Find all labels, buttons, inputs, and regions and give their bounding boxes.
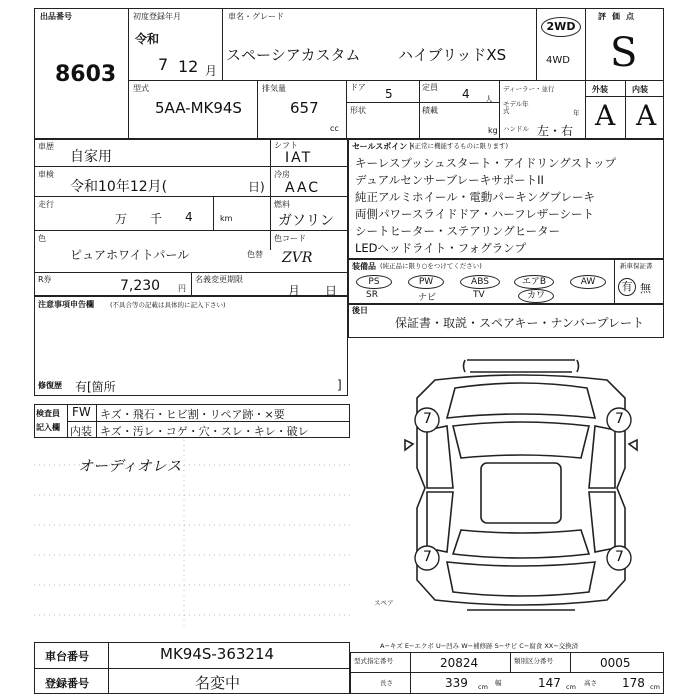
length-unit: cm <box>478 683 488 691</box>
shape-label: 形状 <box>350 106 366 115</box>
person-unit: 人 <box>485 95 493 104</box>
displacement-label: 排気量 <box>262 84 286 93</box>
equip-aw: AW <box>570 275 606 289</box>
reg-month: 12 <box>178 57 199 76</box>
capacity-value: 4 <box>462 87 470 101</box>
exterior-label: 外装 <box>592 85 608 94</box>
inspector-fw-label: FW <box>72 405 91 419</box>
class-label: 類別区分番号 <box>514 657 553 665</box>
ac-value: AAC <box>285 180 321 196</box>
sales-point-6: LEDヘッドライト・フォグランプ <box>355 241 527 255</box>
equip-navi: ナビ <box>418 293 437 303</box>
model-label: 型式 <box>133 84 149 93</box>
width-label: 幅 <box>495 679 502 687</box>
accessories-text: 保証書・取説・スペアキー・ナンバープレート <box>395 316 645 330</box>
accessories-title: 後日 <box>352 306 368 315</box>
sales-point-1: キーレスプッシュスタート・アイドリングストップ <box>355 156 617 170</box>
reg-era: 令和 <box>135 32 160 46</box>
sales-point-5: シートヒーター・ステアリングヒーター <box>355 224 561 238</box>
history-label: 車歴 <box>38 142 54 151</box>
notes-title: 注意事項申告欄 <box>38 300 94 309</box>
history-value: 自家用 <box>70 149 112 165</box>
car-damage-diagram <box>395 348 665 628</box>
length-value: 339 <box>445 676 468 690</box>
class-value: 0005 <box>600 656 631 670</box>
chassis-label: 車台番号 <box>45 650 89 663</box>
wheel-mark-fr: 7 <box>615 411 624 427</box>
drive-4wd: 4WD <box>546 55 570 66</box>
tax-month: 月 <box>288 284 301 298</box>
score-value: S <box>610 30 638 76</box>
inspector-int-label: 内装 <box>70 425 92 438</box>
wheel-mark-rr: 7 <box>615 549 624 565</box>
equip-airbag: エアB <box>514 275 554 289</box>
chassis-value: MK94S-363214 <box>160 645 275 663</box>
door-label: ドア <box>350 83 366 92</box>
title-value: 名変中 <box>195 674 241 692</box>
equip-sr: SR <box>366 290 378 300</box>
shift-label: シフト <box>274 141 298 150</box>
exterior-grade: A <box>595 99 616 132</box>
reg-label: 初度登録年月 <box>133 12 181 21</box>
mileage-man: 万 <box>115 212 128 226</box>
lot-label: 出品番号 <box>40 12 72 21</box>
colorcode-value: ZVR <box>282 250 313 266</box>
wheel-mark-rl: 7 <box>423 549 432 565</box>
cc-unit: cc <box>330 124 339 133</box>
capacity-label: 定員 <box>422 83 438 92</box>
drive-2wd-circle <box>541 17 581 37</box>
title-label: 登録番号 <box>45 677 89 690</box>
load-label: 積載 <box>422 106 438 115</box>
door-value: 5 <box>385 87 393 101</box>
car-name: スペーシアカスタム <box>226 46 361 64</box>
height-label: 高さ <box>584 679 597 687</box>
sales-subtitle: (正常に機能するものに限ります) <box>412 142 509 150</box>
model-year-label: モデル年式 <box>503 100 529 115</box>
model-value: 5AA-MK94S <box>155 99 242 117</box>
spare-label: スペア <box>374 599 394 607</box>
handle-value: 左・右 <box>537 124 574 138</box>
equip-pw: PW <box>408 275 444 289</box>
fuel-label: 燃料 <box>274 200 290 209</box>
year-unit: 年 <box>573 109 580 117</box>
inspector-label-2: 記入欄 <box>36 423 60 432</box>
lot-number: 8603 <box>55 62 117 87</box>
equip-abs: ABS <box>460 275 500 289</box>
reg-year: 7 <box>158 55 169 74</box>
recycle-value: 7,230 <box>120 278 161 294</box>
color-value: ピュアホワイトパール <box>70 248 190 262</box>
sales-point-3: 純正アルミホイール・電動パーキングブレーキ <box>355 190 596 204</box>
height-unit: cm <box>650 683 660 691</box>
score-label: 評価点 <box>598 12 640 21</box>
recycle-label: R券 <box>38 275 52 284</box>
handwritten-note: オーディオレス <box>78 457 182 475</box>
dealer-label: ディーラー・並行 <box>503 85 555 93</box>
mileage-sen: 千 <box>150 212 163 226</box>
height-value: 178 <box>622 676 645 690</box>
interior-grade: A <box>636 99 657 132</box>
equipment-subtitle: (純正品に限り○をつけてください) <box>380 262 482 270</box>
mileage-label: 走行 <box>38 200 54 209</box>
sales-title: セールスポイント <box>352 142 416 151</box>
notes-subtitle: (不具合等の記載は具体的に記入下さい) <box>110 301 226 309</box>
wheel-mark-fl: 7 <box>423 411 432 427</box>
inspector-int-text: キズ・汚レ・コゲ・穴・スレ・キレ・破レ <box>100 425 309 438</box>
car-grade: ハイブリッドXS <box>398 46 507 64</box>
inspection-day: 日) <box>248 180 265 194</box>
equip-tv: TV <box>473 290 485 300</box>
repair-value: 有[箇所 <box>75 380 116 394</box>
equip-ps: PS <box>356 275 392 289</box>
tax-label: 名義変更期限 <box>195 275 243 284</box>
km-unit: km <box>220 214 233 223</box>
length-label: 長さ <box>380 679 393 687</box>
new-car-none: 無 <box>640 282 651 295</box>
model-designation-label: 型式指定番号 <box>354 657 393 665</box>
inspection-value: 令和10年12月( <box>70 179 168 195</box>
shift-value: IAT <box>285 150 313 166</box>
mileage-value: 4 <box>185 210 193 224</box>
fuel-value: ガソリン <box>278 213 334 229</box>
repair-close: ] <box>337 378 342 392</box>
drive-2wd: 2WD <box>546 20 576 33</box>
damage-legend: A−キズ E−エクボ U−凹み W−補修跡 S−サビ C−腐食 XX−交換済 <box>380 642 579 650</box>
repair-label: 修復歴 <box>38 381 62 390</box>
displacement-value: 657 <box>290 99 319 117</box>
name-label: 車名・グレード <box>228 12 284 21</box>
colorcode-label: 色コード <box>274 234 306 243</box>
interior-label: 内装 <box>632 85 648 94</box>
inspection-label: 車検 <box>38 170 54 179</box>
tax-day: 日 <box>325 284 338 298</box>
sales-point-4: 両側パワースライドドア・ハーフレザーシート <box>355 207 594 221</box>
kg-unit: kg <box>488 126 498 135</box>
notes-grid <box>34 440 350 630</box>
handle-label: ハンドル <box>503 125 529 133</box>
ac-label: 冷房 <box>274 170 290 179</box>
inspector-fw-text: キズ・飛石・ヒビ割・リペア跡・×要 <box>100 408 285 421</box>
equipment-title: 装備品 <box>352 262 376 271</box>
color-label: 色 <box>38 234 46 243</box>
inspector-label-1: 検査員 <box>36 409 60 418</box>
yen-unit: 円 <box>178 284 186 293</box>
width-unit: cm <box>566 683 576 691</box>
color-sub-label: 色替 <box>247 250 263 259</box>
width-value: 147 <box>538 676 561 690</box>
sales-point-2: デュアルセンサーブレーキサポートII <box>355 173 544 187</box>
model-designation-value: 20824 <box>440 656 479 670</box>
reg-month-unit: 月 <box>205 64 218 78</box>
equip-leather: カワ <box>518 289 554 303</box>
new-car-label: 新車保証書 <box>620 262 653 270</box>
new-car-have: 有 <box>618 278 636 296</box>
